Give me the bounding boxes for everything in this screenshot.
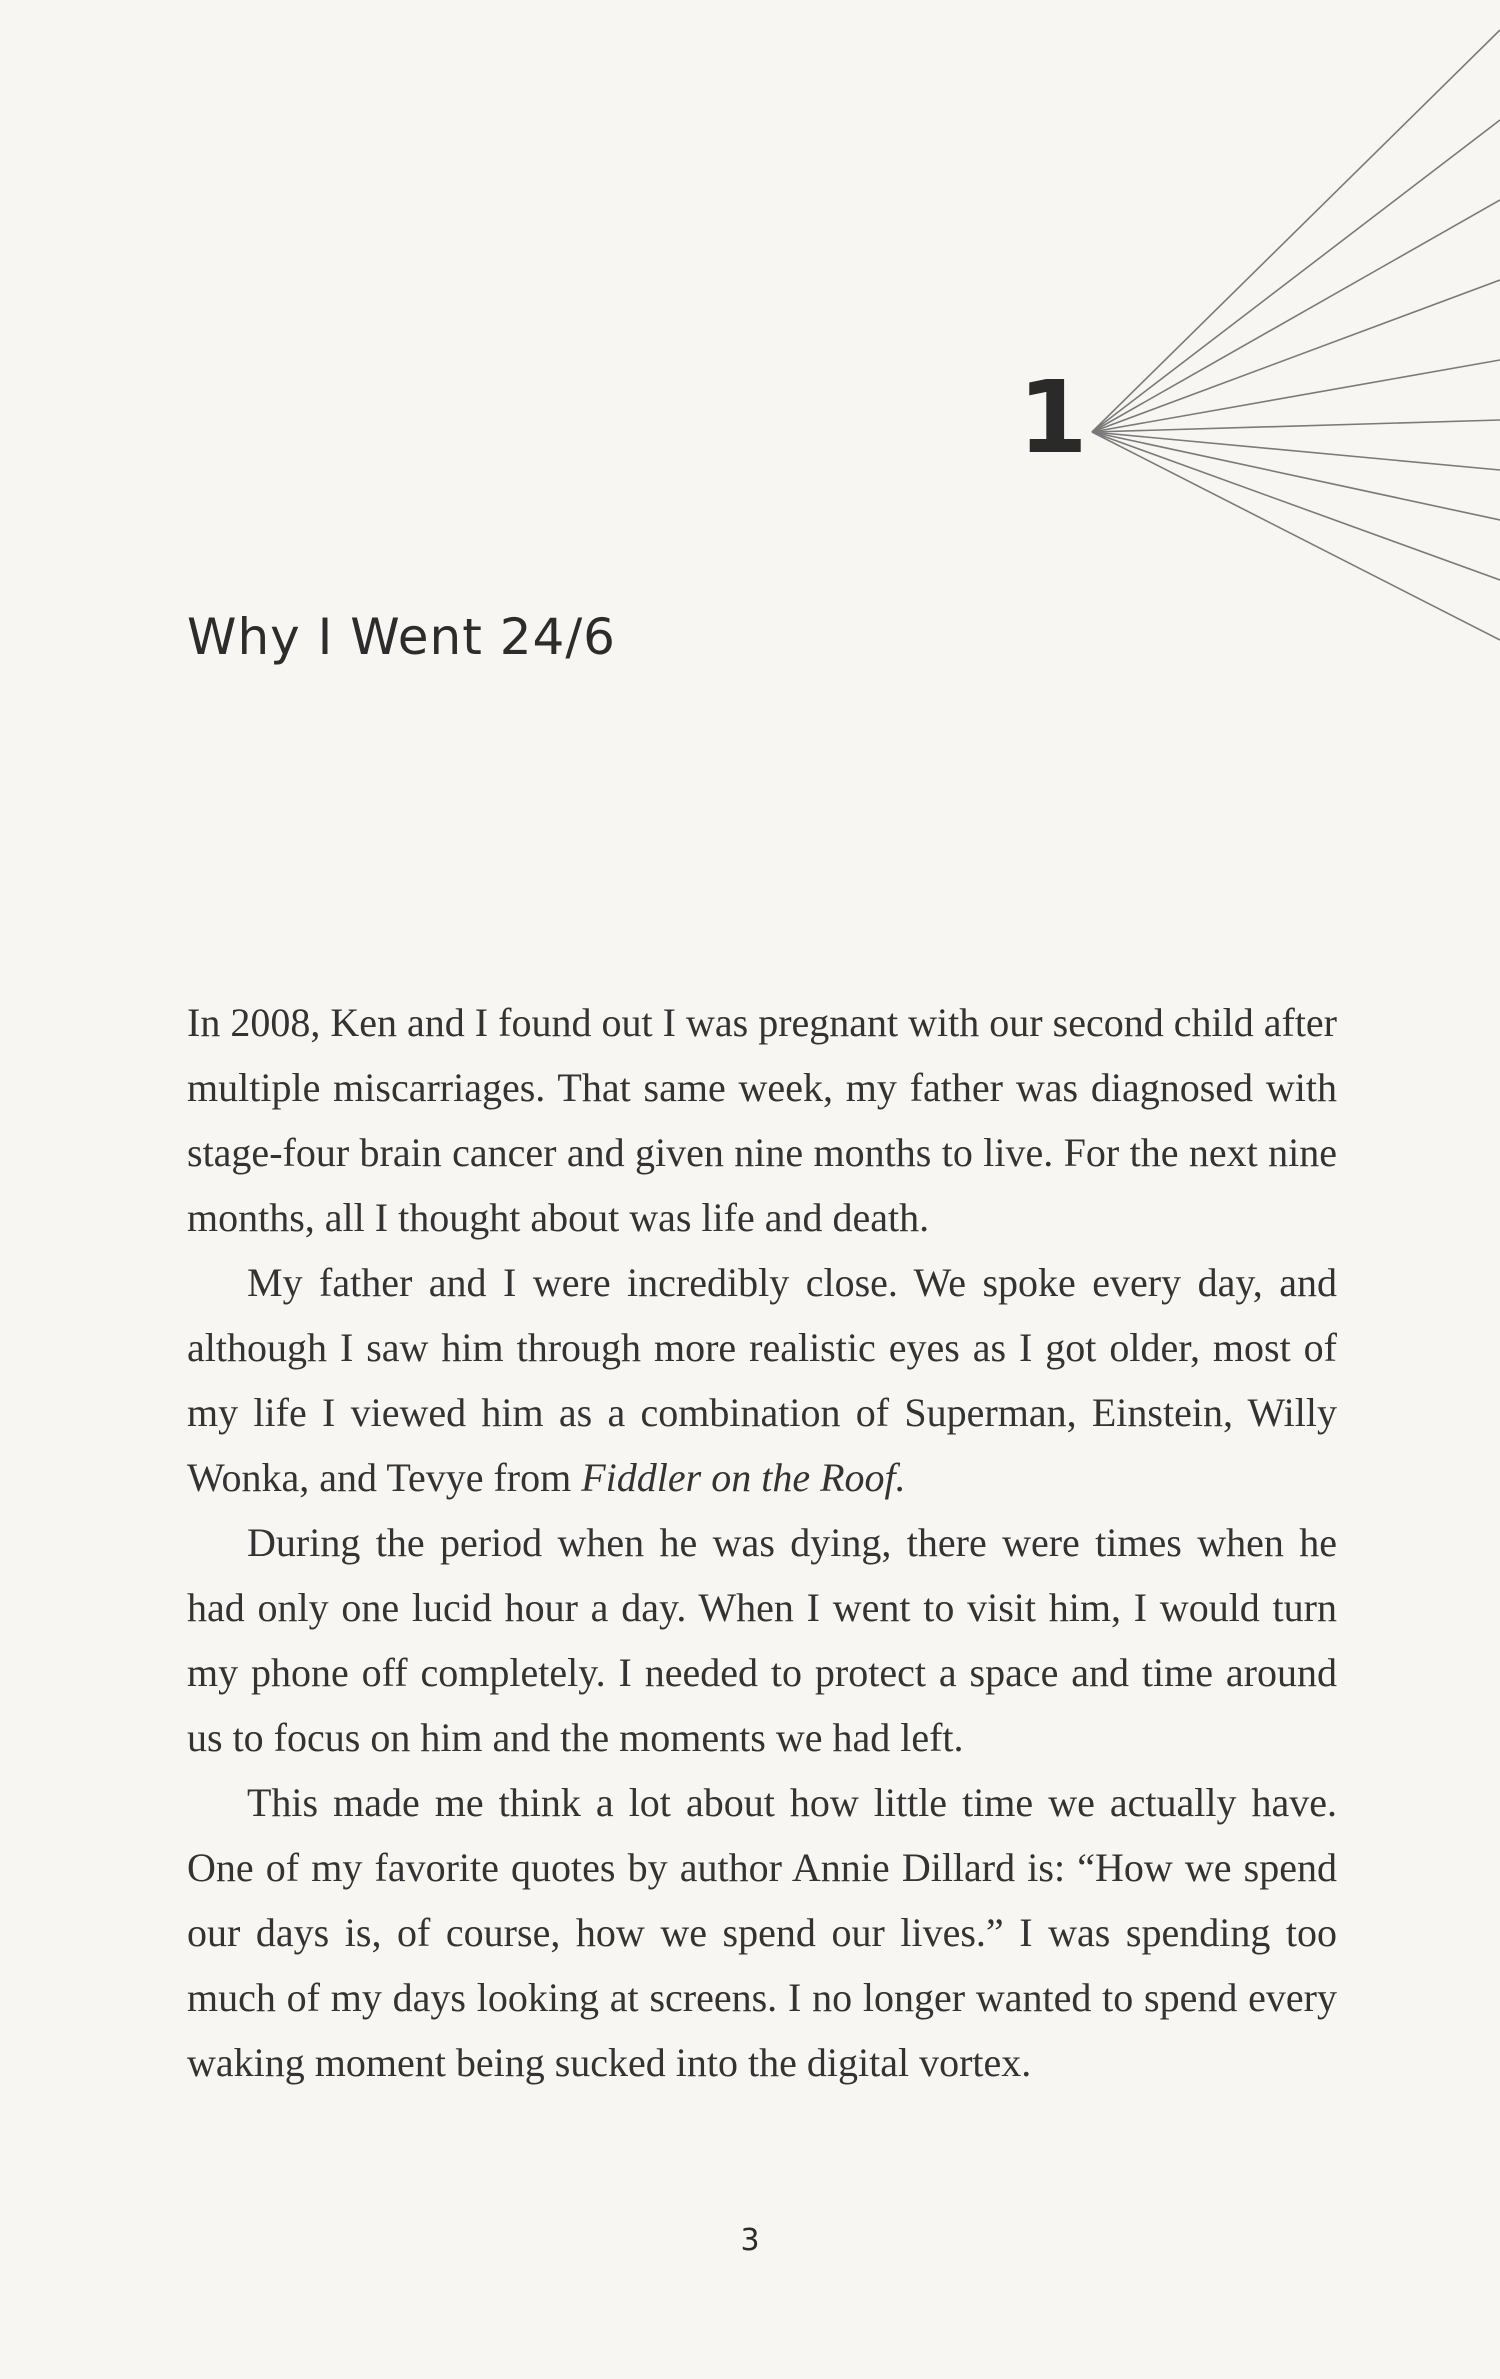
paragraph-text: During the period when he was dying, there were times when he had only one lucid hour a day. When I went to visit him, I would turn my phone off completely. I needed to protect a space and time around us to focus on him and the moments we had left. <box>187 1520 1337 1760</box>
chapter-number: 1 <box>1018 359 1088 476</box>
chapter-body <box>187 990 1337 2095</box>
italic-title-text: Fiddler on the Roof. <box>581 1455 906 1500</box>
ray-line <box>1092 200 1500 432</box>
paragraph-text: In 2008, Ken and I found out I was pregnant with our second child after multiple miscarriages. That same week, my father was diagnosed with stage-four brain cancer and given nine months to live. For the next nine months, all I thought about was life and death. <box>187 1000 1337 1240</box>
paragraph <box>187 1770 1337 2095</box>
ray-line <box>1092 432 1500 470</box>
paragraph <box>187 1250 1337 1510</box>
chapter-title: Why I Went 24/6 <box>187 608 616 666</box>
paragraph <box>187 990 1337 1250</box>
page-number: 3 <box>740 2223 760 2258</box>
paragraph <box>187 1510 1337 1770</box>
paragraph-text: My father and I were incredibly close. We spoke every day, and although I saw him through more realistic eyes as I got older, most of my life I viewed him as a combination of Superman, Einstein, Willy Wonka, and Tevye from <box>187 1260 1337 1500</box>
ray-line <box>1092 30 1500 432</box>
ray-line <box>1092 280 1500 432</box>
ray-line <box>1092 432 1500 640</box>
ray-line <box>1092 120 1500 432</box>
paragraph-text: This made me think a lot about how little time we actually have. One of my favorite quotes by author Annie Dillard is: “How we spend our days is, of course, how we spend our lives.” I was spending too much of my days looking at screens. I no longer wanted to spend every waking moment being sucked into the digital vortex. <box>187 1780 1337 2085</box>
